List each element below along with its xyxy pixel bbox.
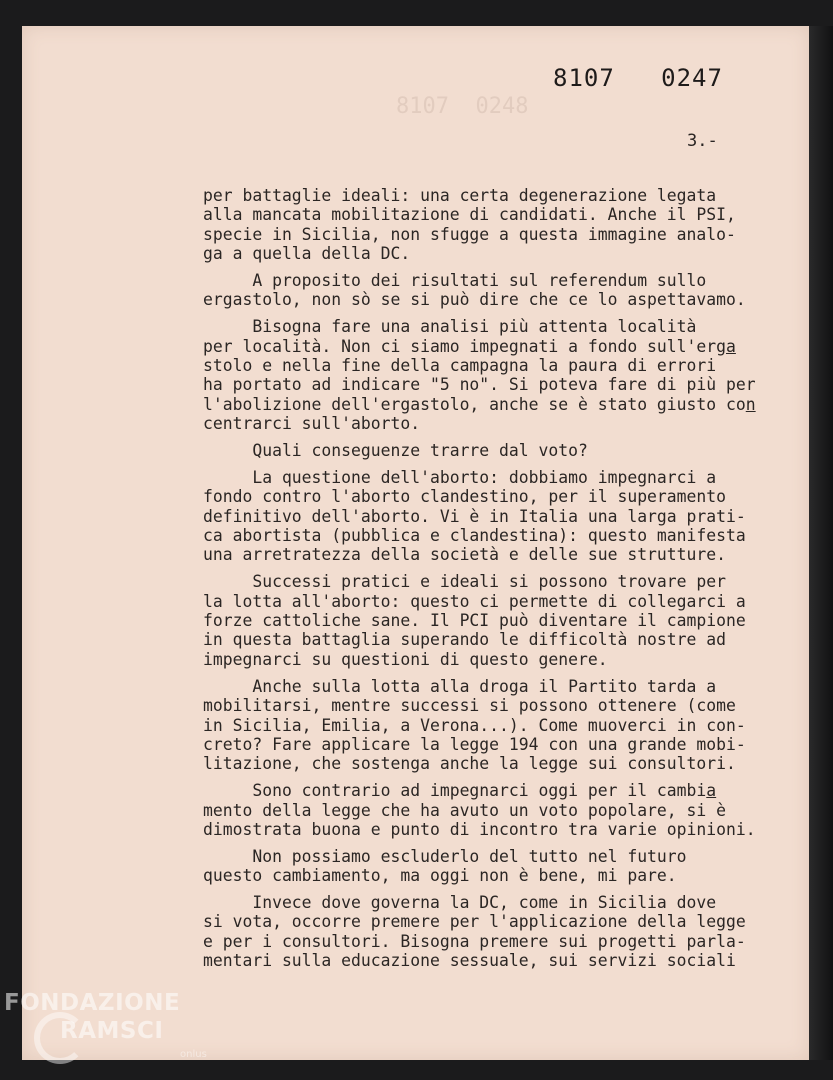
text-line (203, 545, 763, 564)
text-segment: ergastolo, non sò se si può dire che ce lo aspettavamo. (203, 290, 746, 310)
text-segment: per località. Non ci siamo impegnati a fondo sull'erg (203, 336, 727, 356)
text-line (203, 866, 763, 885)
text-segment: Bisogna fare una analisi più attenta località (203, 317, 697, 337)
page-number: 3.- (687, 131, 718, 151)
text-line (203, 414, 763, 433)
paragraph (203, 468, 763, 565)
text-segment: fondo contro l'aborto clandestino, per il superamento (203, 487, 727, 507)
text-segment: litazione, che sostenga anche la legge sui consultori. (203, 754, 736, 774)
document-body (203, 186, 763, 978)
text-line (203, 468, 763, 487)
text-line (203, 395, 763, 414)
text-segment: Anche sulla lotta alla droga il Partito tarda a (203, 676, 717, 696)
watermark-line-3: onlus (180, 1049, 207, 1060)
paragraph (203, 781, 763, 839)
text-line (203, 205, 763, 224)
text-segment: Quali conseguenze trarre dal voto? (203, 441, 588, 461)
text-line (203, 650, 763, 669)
text-line (203, 820, 763, 839)
text-line (203, 186, 763, 205)
text-line (203, 356, 763, 375)
text-segment: ca abortista (pubblica e clandestina): questo manifesta (203, 526, 746, 546)
paragraph (203, 677, 763, 774)
text-segment: mobilitarsi, mentre successi si possono ottenere (come (203, 696, 736, 716)
text-line (203, 244, 763, 263)
paragraph (203, 572, 763, 669)
text-line (203, 951, 763, 970)
text-line (203, 735, 763, 754)
text-segment: dimostrata buona e punto di incontro tra varie opinioni. (203, 819, 756, 839)
scan-edge (809, 26, 833, 1060)
text-line (203, 801, 763, 820)
text-segment: la lotta all'aborto: questo ci permette di collegarci a (203, 591, 746, 611)
text-segment: impegnarci su questioni di questo genere. (203, 649, 608, 669)
text-line (203, 225, 763, 244)
text-segment: Non possiamo escluderlo del tutto nel futuro (203, 846, 687, 866)
text-line (203, 592, 763, 611)
text-line (203, 526, 763, 545)
underlined-text: a (726, 336, 736, 356)
paragraph (203, 317, 763, 433)
paragraph (203, 271, 763, 310)
paragraph (203, 441, 763, 460)
text-segment: una arretratezza della società e delle sue strutture. (203, 545, 727, 565)
text-line (203, 290, 763, 309)
text-line (203, 337, 763, 356)
text-segment: A proposito dei risultati sul referendum sullo (203, 271, 707, 291)
paragraph (203, 186, 763, 264)
watermark-line-1: FONDAZIONE (4, 990, 181, 1016)
text-segment: mentari sulla educazione sessuale, sui servizi sociali (203, 951, 736, 971)
watermark-g-logo-icon (34, 1012, 86, 1064)
text-segment: Successi pratici e ideali si possono trovare per (203, 572, 727, 592)
text-segment: centrarci sull'aborto. (203, 414, 421, 434)
text-line (203, 847, 763, 866)
watermark-line-2: RAMSCI (60, 1018, 164, 1044)
paragraph (203, 893, 763, 971)
text-line (203, 572, 763, 591)
text-segment: mento della legge che ha avuto un voto popolare, si è (203, 800, 727, 820)
text-segment: per battaglie ideali: una certa degenerazione legata (203, 186, 717, 205)
text-segment: l'abolizione dell'ergastolo, anche se è stato giusto co (203, 394, 746, 414)
text-line (203, 441, 763, 460)
text-line (203, 375, 763, 394)
text-segment: specie in Sicilia, non sfugge a questa immagine analo- (203, 224, 736, 244)
paragraph (203, 847, 763, 886)
text-line (203, 611, 763, 630)
text-line (203, 317, 763, 336)
text-segment: ga a quella della DC. (203, 244, 411, 264)
text-segment: e per i consultori. Bisogna premere sui progetti parla- (203, 931, 746, 951)
text-segment: in questa battaglia superando le difficoltà nostre ad (203, 630, 727, 650)
text-segment: alla mancata mobilitazione di candidati. Anche il PSI, (203, 205, 736, 225)
text-segment: forze cattoliche sane. Il PCI può diventare il campione (203, 611, 746, 631)
text-line (203, 932, 763, 951)
underlined-text: a (706, 781, 717, 801)
text-segment: stolo e nella fine della campagna la paura di errori (203, 356, 717, 376)
text-segment: Sono contrario ad impegnarci oggi per il cambi (203, 781, 707, 801)
text-segment: La questione dell'aborto: dobbiamo impegnarci a (203, 467, 717, 487)
underlined-text: n (745, 394, 756, 414)
text-line (203, 271, 763, 290)
bleed-through-number: 8107 0248 (396, 94, 529, 119)
document-number: 8107 0247 (553, 64, 723, 92)
text-segment: definitivo dell'aborto. Vi è in Italia una larga prati- (203, 506, 746, 526)
text-segment: creto? Fare applicare la legge 194 con una grande mobi- (203, 734, 746, 754)
fondazione-gramsci-watermark (4, 990, 207, 1060)
text-segment: questo cambiamento, ma oggi non è bene, mi pare. (203, 866, 677, 886)
text-line (203, 893, 763, 912)
text-line (203, 630, 763, 649)
text-line (203, 716, 763, 735)
text-line (203, 677, 763, 696)
text-line (203, 507, 763, 526)
text-segment: si vota, occorre premere per l'applicazione della legge (203, 912, 746, 932)
text-line (203, 754, 763, 773)
text-line (203, 696, 763, 715)
text-line (203, 487, 763, 506)
text-segment: in Sicilia, Emilia, a Verona...). Come muoverci in con- (203, 715, 746, 735)
text-line (203, 781, 763, 800)
text-line (203, 912, 763, 931)
text-segment: Invece dove governa la DC, come in Sicilia dove (203, 892, 717, 912)
text-segment: ha portato ad indicare "5 no". Si poteva fare di più per (203, 375, 756, 395)
